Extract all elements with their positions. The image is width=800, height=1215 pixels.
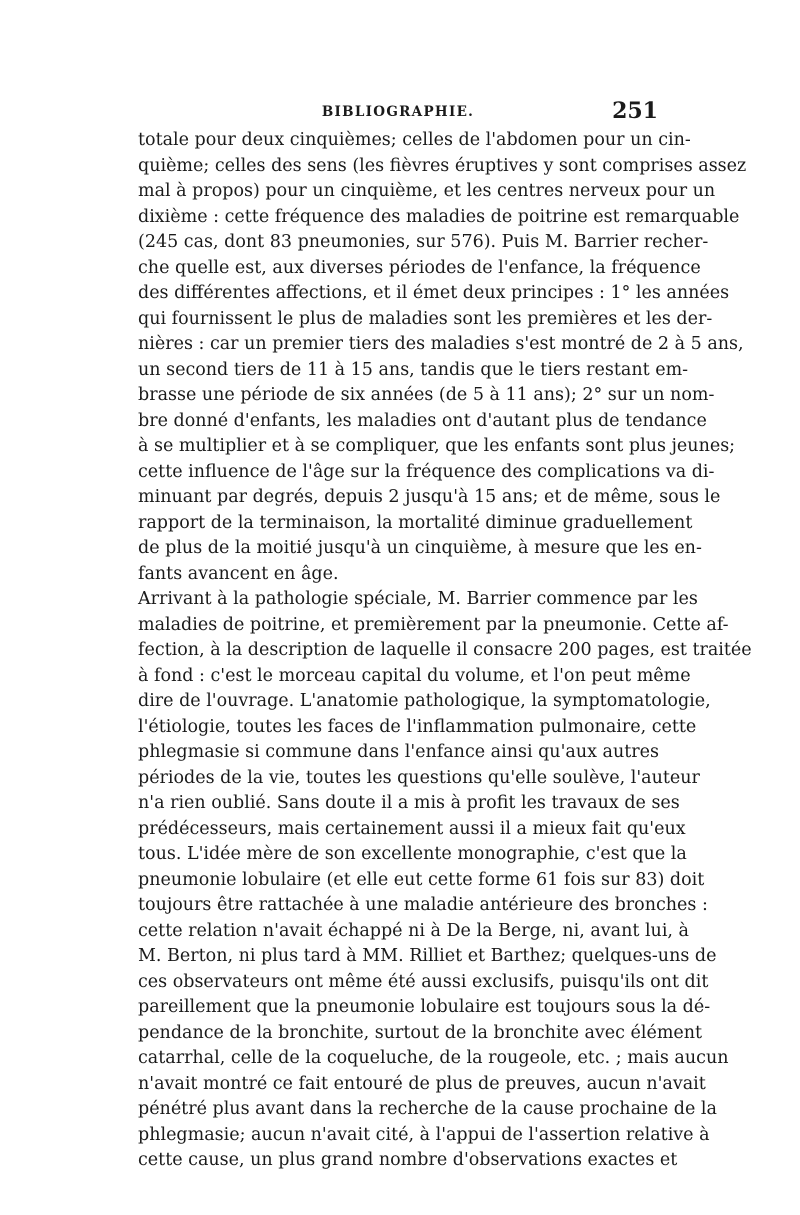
text-line: périodes de la vie, toutes les questions qu'elle soulève, l'auteur [138,767,700,788]
text-line: fection, à la description de laquelle il consacre 200 pages, est traitée [138,640,752,660]
text-line: pendance de la bronchite, surtout de la bronchite avec élément [138,1022,703,1043]
text-line: M. Berton, ni plus tard à MM. Rilliet et Barthez; quelques-uns de [138,946,717,966]
text-line: pneumonie lobulaire (et elle eut cette forme 61 fois sur 83) doit [138,869,705,890]
text-line: phlegmasie si commune dans l'enfance ainsi qu'aux autres [138,742,659,762]
page-number: 251 [612,98,658,124]
running-title: BIBLIOGRAPHIE. [321,104,475,120]
paragraph-end-line: fants avancent en âge. [138,563,339,584]
text-line: mal à propos) pour un cinquième, et les centres nerveux pour un [138,181,716,201]
text-line: à se multiplier et à se compliquer, que les enfants sont plus jeunes; [138,436,736,456]
text-line: dire de l'ouvrage. L'anatomie pathologique, la symptomatologie, [138,691,711,711]
text-line: n'a rien oublié. Sans doute il a mis à profit les travaux de ses [138,793,680,813]
text-line: cette influence de l'âge sur la fréquence des complications va di- [138,461,715,482]
text-line: n'avait montré ce fait entouré de plus de preuves, aucun n'avait [138,1073,706,1094]
text-line: cette relation n'avait échappé ni à De la Berge, ni, avant lui, à [138,920,689,941]
text-line: cette cause, un plus grand nombre d'observations exactes et [138,1150,678,1170]
running-header [138,98,658,128]
text-line: bre donné d'enfants, les maladies ont d'autant plus de tendance [138,410,707,431]
text-line: un second tiers de 11 à 15 ans, tandis que le tiers restant em- [138,359,689,380]
text-line: ces observateurs ont même été aussi exclusifs, puisqu'ils ont dit [138,971,709,992]
text-line: tous. L'idée mère de son excellente monographie, c'est que la [138,844,687,864]
text-line: pareillement que la pneumonie lobulaire est toujours sous la dé- [138,997,711,1017]
text-line: qui fournissent le plus de maladies sont les premières et les der- [138,308,713,329]
text-line: phlegmasie; aucun n'avait cité, à l'appui de l'assertion relative à [138,1124,710,1145]
text-line: (245 cas, dont 83 pneumonies, sur 576). Puis M. Barrier recher- [138,232,709,252]
text-line: prédécesseurs, mais certainement aussi il a mieux fait qu'eux [138,818,686,839]
text-line: de plus de la moitié jusqu'à un cinquième, à mesure que les en- [138,538,702,558]
paragraph-first-line: Arrivant à la pathologie spéciale, M. Barrier commence par les [138,589,698,609]
text-line: l'étiologie, toutes les faces de l'inflammation pulmonaire, cette [138,716,697,737]
text-line: des différentes affections, et il émet deux principes : 1° les années [138,283,730,303]
text-line: che quelle est, aux diverses périodes de l'enfance, la fréquence [138,257,701,278]
text-line: toujours être rattachée à une maladie antérieure des bronches : [138,895,708,915]
text-line: pénétré plus avant dans la recherche de la cause prochaine de la [138,1099,717,1119]
text-line: rapport de la terminaison, la mortalité diminue graduellement [138,512,693,533]
text-line: catarrhal, celle de la coqueluche, de la rougeole, etc. ; mais aucun [138,1048,729,1068]
text-line: nières : car un premier tiers des maladies s'est montré de 2 à 5 ans, [138,334,744,354]
text-line: maladies de poitrine, et premièrement par la pneumonie. Cette af- [138,614,729,635]
text-line: totale pour deux cinquièmes; celles de l'abdomen pour un cin- [138,130,691,150]
text-line: brasse une période de six années (de 5 à 11 ans); 2° sur un nom- [138,385,715,405]
text-line: minuant par degrés, depuis 2 jusqu'à 15 ans; et de même, sous le [138,487,721,507]
text-line: à fond : c'est le morceau capital du volume, et l'on peut même [138,665,691,686]
text-line: quième; celles des sens (les fièvres éruptives y sont comprises assez [138,155,747,176]
text-line: dixième : cette fréquence des maladies de poitrine est remarquable [138,206,740,227]
body-text [138,128,752,1174]
